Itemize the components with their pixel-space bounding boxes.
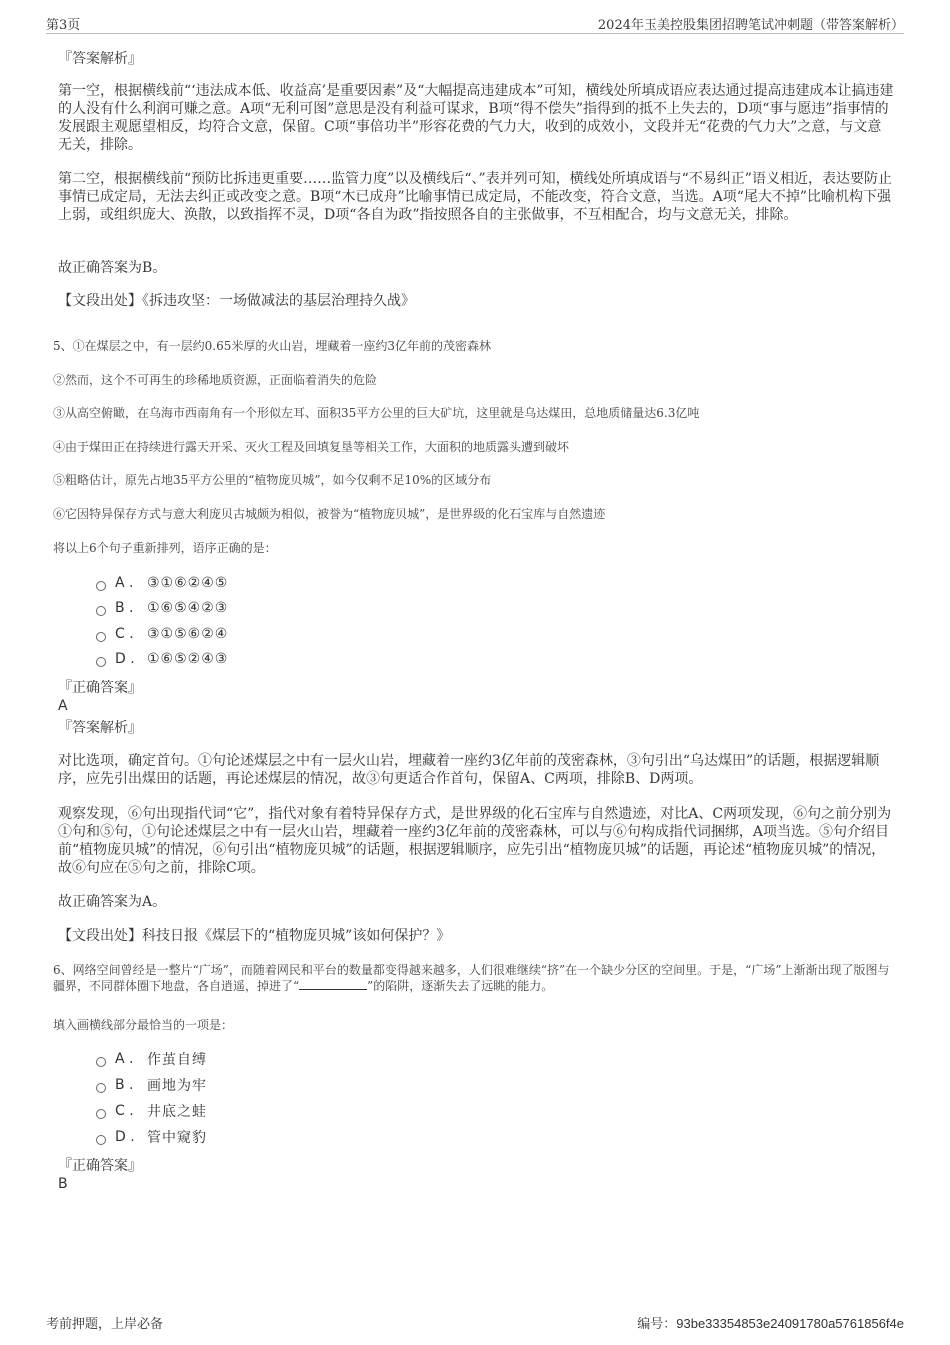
q6-option-d[interactable]: D . 管中窥豹 [96,1127,207,1147]
page-number: 第3页 [46,18,81,33]
q6-stem: 6、网络空间曾经是一整片“广场”，而随着网民和平台的数量都变得越来越多，人们很难继续“挤”在一个缺少分区的空间里。于是，“广场”上渐渐出现了版图与疆界，不同群体圈下地盘，各自逍遥，掉进了“ ”的陷阱，逐渐失去了远眺的能力。 [53,963,890,993]
q5-option-a[interactable]: A . ③①⑥②④⑤ [96,573,228,593]
q5-prompt: 将以上6个句子重新排列，语序正确的是： [53,541,277,555]
q5-analysis-p2: 观察发现，⑥句出现指代词“它”，指代对象有着特异保存方式，是世界级的化石宝库与自然遗迹，对比A、C两项发现，⑥句之前分别为①句和⑤句，①句论述煤层之中有一层火山岩，埋藏着一座约3亿年前的茂密森林，可以与⑥句构成指代词捆绑，A项当选。⑤句介绍目前“植物庞贝城”的情况，⑥句引出“植物庞贝城”的话题，根据逻辑顺序，应先引出“植物庞贝城”的话题，再论述“植物庞贝城”的情况，故⑥句应在⑤句之前，排除C项。 [58,806,892,876]
q5-option-d[interactable]: D . ①⑥⑤②④③ [96,649,228,669]
q5-sentence-1: 5、①在煤层之中，有一层约0.65米厚的火山岩，埋藏着一座约3亿年前的茂密森林 [53,339,491,353]
q4-source: 【文段出处】《拆违攻坚：一场做减法的基层治理持久战》 [58,293,415,309]
page-header [46,12,904,34]
radio-icon[interactable] [96,657,106,667]
document-serial: 编号：93be33354853e24091780a5761856f4e [637,1316,904,1331]
q5-correct-answer: A [58,698,68,714]
q4-conclusion: 故正确答案为B。 [58,260,167,276]
q5-sentence-5: ⑤粗略估计，原先占地35平方公里的“植物庞贝城”，如今仅剩不足10%的区域分布 [53,473,492,487]
q6-correct-answer: B [58,1176,68,1192]
q6-option-b[interactable]: B . 画地为牢 [96,1075,207,1095]
q5-option-b[interactable]: B . ①⑥⑤④②③ [96,598,228,618]
q4-analysis-p2: 第二空，根据横线前“预防比拆违更重要……监管力度”以及横线后“、”表并列可知，横线处所填成语与“不易纠正”语义相近，表达要防止事情已成定局，无法去纠正或改变之意。B项“木已成舟”比喻事情已成定局，不能改变，符合文意，当选。A项“尾大不掉”比喻机构下强上弱，或组织庞大、涣散，以致指挥不灵，D项“各自为政”指按照各自的主张做事，不互相配合，均与文意无关，排除。 [58,171,892,223]
q6-correct-label: 『正确答案』 [58,1158,142,1174]
radio-icon[interactable] [96,1057,106,1067]
answer-blank [299,978,367,990]
radio-icon[interactable] [96,581,106,591]
q5-sentence-4: ④由于煤田正在持续进行露天开采、灭火工程及回填复垦等相关工作，大面积的地质露头遭到破坏 [53,440,570,454]
q5-option-c[interactable]: C . ③①⑤⑥②④ [96,624,228,644]
q6-option-c[interactable]: C . 井底之蛙 [96,1101,207,1121]
document-title: 2024年玉美控股集团招聘笔试冲刺题（带答案解析） [597,18,904,33]
radio-icon[interactable] [96,606,106,616]
q4-analysis-p1: 第一空，根据横线前“‘违法成本低、收益高’是重要因素”及“大幅提高违建成本”可知，横线处所填成语应表达通过提高违建成本让搞违建的人没有什么利润可赚之意。A项“无利可图”意思是没有利益可谋求，B项“得不偿失”指得到的抵不上失去的，D项“事与愿违”指事情的发展跟主观愿望相反，均符合文意，保留。C项“事倍功半”形容花费的气力大，收到的成效小，文段并无“花费的气力大”之意，与文意无关，排除。 [58,83,894,153]
q5-analysis-label: 『答案解析』 [58,720,142,736]
q6-prompt: 填入画横线部分最恰当的一项是： [53,1018,234,1032]
q4-analysis-label: 『答案解析』 [58,51,142,67]
q6-option-a[interactable]: A . 作茧自缚 [96,1049,207,1069]
q5-conclusion: 故正确答案为A。 [58,894,167,910]
footer-slogan: 考前押题，上岸必备 [46,1317,164,1332]
q5-sentence-6: ⑥它因特异保存方式与意大利庞贝古城颇为相似，被誉为“植物庞贝城”，是世界级的化石宝库与自然遗迹 [53,507,606,521]
q5-source: 【文段出处】科技日报《煤层下的“植物庞贝城”该如何保护？》 [58,928,451,944]
q5-analysis-p1: 对比选项，确定首句。①句论述煤层之中有一层火山岩，埋藏着一座约3亿年前的茂密森林，③句引出“乌达煤田”的话题，根据逻辑顺序，应先引出煤田的话题，再论述煤层的情况，故③句更适合作首句，保留A、C两项，排除B、D两项。 [58,753,880,787]
q5-sentence-2: ②然而，这个不可再生的珍稀地质资源，正面临着消失的危险 [53,373,378,387]
radio-icon[interactable] [96,1083,106,1093]
radio-icon[interactable] [96,1135,106,1145]
radio-icon[interactable] [96,632,106,642]
q5-correct-label: 『正确答案』 [58,680,142,696]
radio-icon[interactable] [96,1109,106,1119]
q5-sentence-3: ③从高空俯瞰，在乌海市西南角有一个形似左耳、面积35平方公里的巨大矿坑，这里就是乌达煤田，总地质储量达6.3亿吨 [53,406,700,420]
